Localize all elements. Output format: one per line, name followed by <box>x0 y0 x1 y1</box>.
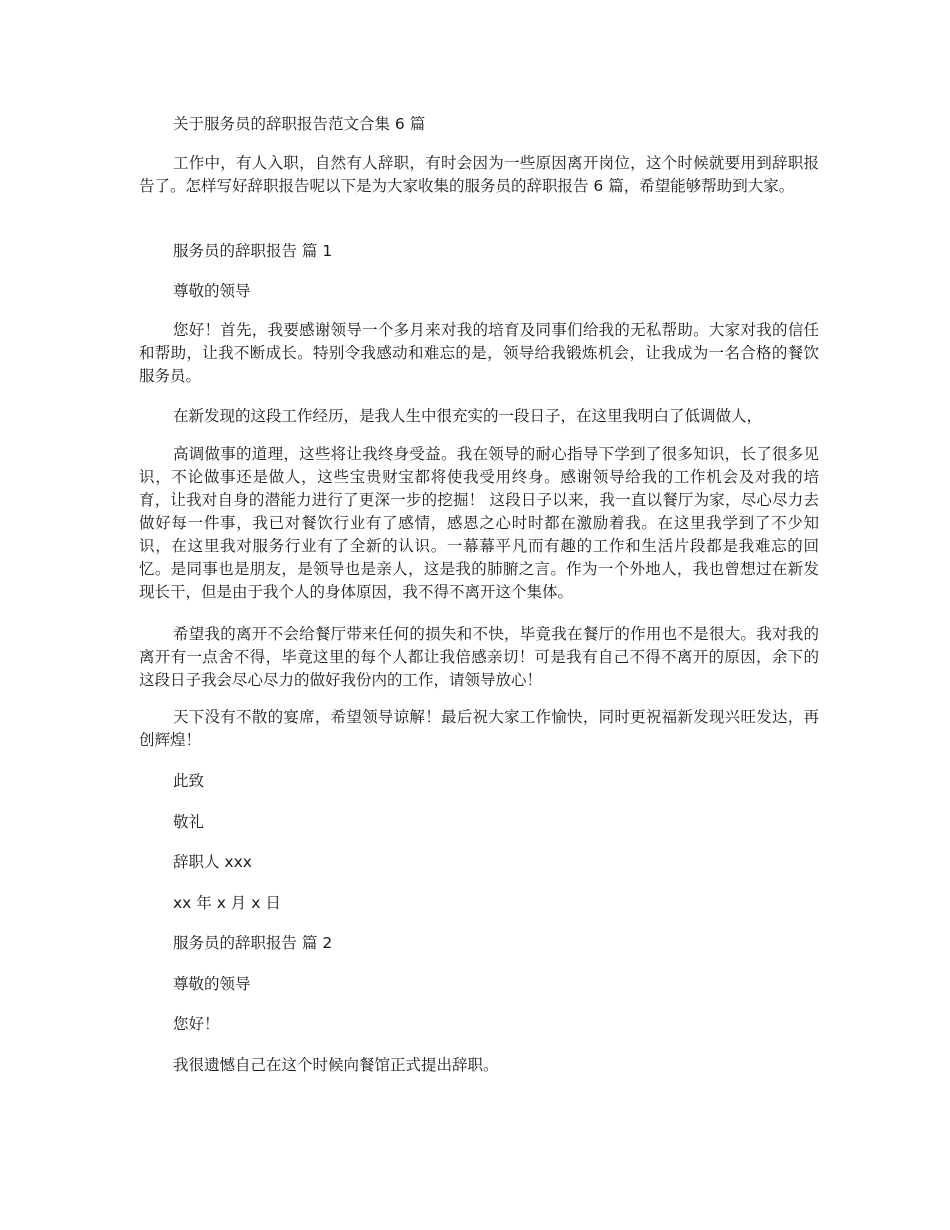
closing-line: 此致 <box>173 772 205 790</box>
salutation: 尊敬的领导 <box>173 975 251 993</box>
signer: 辞职人 xxx <box>173 853 252 871</box>
paragraph: 我很遗憾自己在这个时候向餐馆正式提出辞职。 <box>173 1056 499 1074</box>
date: xx 年 x 月 x 日 <box>173 894 281 912</box>
greeting: 您好！ <box>173 1015 220 1033</box>
paragraph: 高调做事的道理，这些将让我终身受益。我在领导的耐心指导下学到了很多知识，长了很多见识，不论做事还是做人，这些宝贵财宝都将使我受用终身。感谢领导给我的工作机会及对我的培育，让我对自身的潜能力进行了更深一步的挖掘！ 这段日子以来，我一直以餐厅为家，尽心尽力去做好每一件事，我已对餐饮行业有了感情，感恩之心时时都在激励着我。在这里我学到了不少知识，在这里我对服务行业有了全新的认识。一幕幕平凡而有趣的工作和生活片段都是我难忘的回忆。是同事也是朋友，是领导也是亲人，这是我的肺腑之言。作为一个外地人，我也曾想过在新发现长干，但是由于我个人的身体原因，我不得不离开这个集体。 <box>139 445 819 601</box>
section-heading-2: 服务员的辞职报告 篇 2 <box>173 934 333 952</box>
salutation: 尊敬的领导 <box>173 282 251 300</box>
paragraph: 天下没有不散的宴席，希望领导谅解！最后祝大家工作愉快，同时更祝福新发现兴旺发达，再创辉煌！ <box>139 708 819 749</box>
closing-line: 敬礼 <box>173 813 205 831</box>
intro-paragraph: 工作中，有人入职，自然有人辞职，有时会因为一些原因离开岗位，这个时候就要用到辞职报告了。怎样写好辞职报告呢以下是为大家收集的服务员的辞职报告 6 篇，希望能够帮助到大家。 <box>139 154 819 195</box>
paragraph: 希望我的离开不会给餐厅带来任何的损失和不快，毕竟我在餐厅的作用也不是很大。我对我的离开有一点舍不得，毕竟这里的每个人都让我倍感亲切！可是我有自己不得不离开的原因，余下的这段日子我会尽心尽力的做好我份内的工作，请领导放心！ <box>139 625 819 689</box>
document-title: 关于服务员的辞职报告范文合集 6 篇 <box>173 115 426 133</box>
paragraph: 您好！首先，我要感谢领导一个多月来对我的培育及同事们给我的无私帮助。大家对我的信任和帮助，让我不断成长。特别令我感动和难忘的是，领导给我锻炼机会，让我成为一名合格的餐饮服务员。 <box>139 321 819 385</box>
paragraph: 在新发现的这段工作经历，是我人生中很充实的一段日子，在这里我明白了低调做人， <box>173 407 763 425</box>
section-heading-1: 服务员的辞职报告 篇 1 <box>173 242 333 260</box>
